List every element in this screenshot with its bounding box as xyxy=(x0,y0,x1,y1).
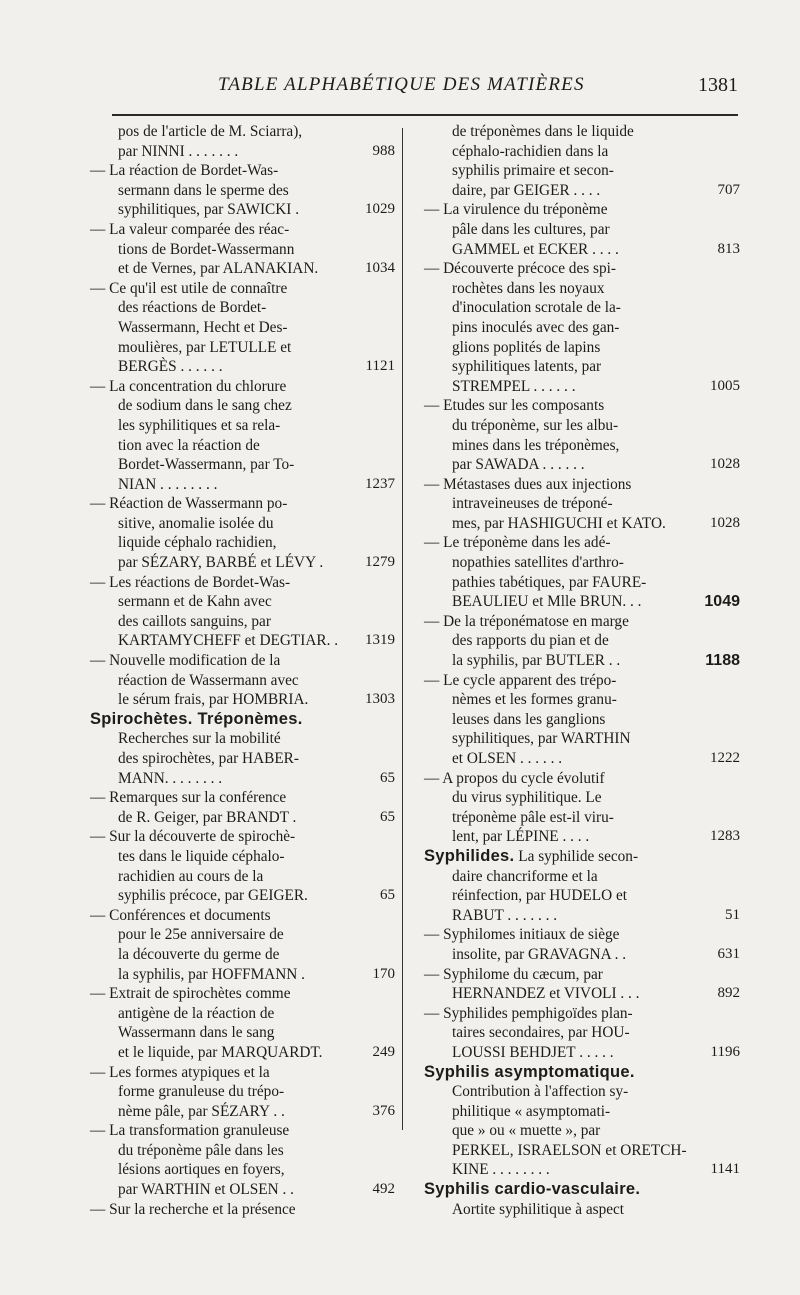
page-reference: 1303 xyxy=(365,691,395,708)
index-entry xyxy=(90,651,395,710)
index-line: réinfection, par HUDELO et xyxy=(452,887,627,905)
index-line: et OLSEN . . . . . . xyxy=(452,750,563,767)
index-line: d'inoculation scrotale de la- xyxy=(452,299,621,317)
index-line: leuses dans les ganglions xyxy=(452,710,606,728)
index-line: réaction de Wassermann avec xyxy=(118,671,299,689)
index-line: sermann dans le sperme des xyxy=(118,181,289,199)
index-entry xyxy=(90,906,395,984)
page-reference: 65 xyxy=(380,769,395,786)
index-line xyxy=(424,847,740,867)
index-line: sermann et de Kahn avec xyxy=(118,593,272,611)
index-entry xyxy=(424,671,740,769)
index-line: — Sur la découverte de spirochè- xyxy=(90,828,296,846)
heading-continuation: La syphilide secon- xyxy=(514,847,639,865)
index-line: — Les réactions de Bordet-Was- xyxy=(90,573,291,591)
index-line: — La valeur comparée des réac- xyxy=(90,220,290,238)
index-line: que » ou « muette », par xyxy=(452,1122,601,1140)
page-reference: 1283 xyxy=(710,828,740,845)
index-line: rachidien au cours de la xyxy=(118,867,264,885)
index-line: Wassermann dans le sang xyxy=(118,1024,275,1042)
index-line: LOUSSI BEHDJET . . . . . xyxy=(452,1043,614,1061)
index-entry xyxy=(424,533,740,611)
page-reference: 1279 xyxy=(365,554,395,571)
page-reference: 170 xyxy=(372,965,395,982)
index-line: — Etudes sur les composants xyxy=(424,397,605,415)
index-line: des caillots sanguins, par xyxy=(118,612,271,630)
index-line: céphalo-rachidien dans la xyxy=(452,142,609,160)
index-line: et le liquide, par MARQUARDT. xyxy=(118,1043,323,1061)
index-line: — Nouvelle modification de la xyxy=(90,652,281,670)
page-reference: 707 xyxy=(717,181,740,198)
index-line xyxy=(90,710,395,730)
page-number: 1381 xyxy=(698,74,738,96)
page-reference: 988 xyxy=(372,142,395,159)
index-entry xyxy=(424,396,740,474)
page-reference: 1222 xyxy=(710,750,740,766)
index-entry xyxy=(424,965,740,1004)
index-line: du tréponème, sur les albu- xyxy=(452,416,619,434)
running-title: TABLE ALPHABÉTIQUE DES MATIÈRES xyxy=(218,74,585,95)
index-entry xyxy=(424,1004,740,1063)
index-line: syphilitiques, par WARTHIN xyxy=(452,730,631,748)
index-line: — A propos du cycle évolutif xyxy=(424,769,605,787)
index-line: la découverte du germe de xyxy=(118,945,280,963)
index-line: le sérum frais, par HOMBRIA. xyxy=(118,691,309,709)
index-line: de sodium dans le sang chez xyxy=(118,397,292,415)
index-line: — Le cycle apparent des trépo- xyxy=(424,671,617,689)
index-line: antigène de la réaction de xyxy=(118,1004,275,1022)
index-line: mines dans les tréponèmes, xyxy=(452,436,620,454)
index-line: BEAULIEU et Mlle BRUN. . . xyxy=(452,593,642,611)
index-entry xyxy=(424,847,740,925)
page-reference: 1049 xyxy=(704,593,740,611)
index-line: nème pâle, par SÉZARY . . xyxy=(118,1102,285,1120)
index-line: — Découverte précoce des spi- xyxy=(424,260,616,278)
index-line: des réactions de Bordet- xyxy=(118,299,267,317)
index-line: insolite, par GRAVAGNA . . xyxy=(452,945,627,963)
index-line: — Le tréponème dans les adé- xyxy=(424,534,611,552)
index-line: PERKEL, ISRAELSON et ORETCH- xyxy=(452,1141,687,1159)
index-line: BERGÈS . . . . . . xyxy=(118,358,223,376)
index-line: philitique « asymptomati- xyxy=(452,1102,611,1120)
index-line: des spirochètes, par HABER- xyxy=(118,750,299,767)
index-entry xyxy=(90,1121,395,1199)
index-line: de R. Geiger, par BRANDT . xyxy=(118,808,297,826)
index-line: la syphilis, par HOFFMANN . xyxy=(118,965,305,983)
index-line: — Extrait de spirochètes comme xyxy=(90,985,291,1003)
index-line: par SAWADA . . . . . . xyxy=(452,456,585,474)
index-entry xyxy=(90,710,395,788)
index-line: forme granuleuse du trépo- xyxy=(118,1083,285,1101)
index-line: KINE . . . . . . . . xyxy=(452,1161,550,1179)
index-line: — Syphilome du cæcum, par xyxy=(424,965,603,983)
index-line: des rapports du pian et de xyxy=(452,632,609,650)
index-line: Recherches sur la mobilité xyxy=(118,730,281,748)
index-line: — Les formes atypiques et la xyxy=(90,1063,270,1081)
page-reference: 1196 xyxy=(710,1043,740,1060)
index-line: GAMMEL et ECKER . . . . xyxy=(452,240,619,258)
index-line: KARTAMYCHEFF et DEGTIAR. . xyxy=(118,632,339,650)
index-entry xyxy=(424,122,740,200)
index-line: mes, par HASHIGUCHI et KATO. xyxy=(452,514,666,532)
index-line: moulières, par LETULLE et xyxy=(118,338,292,356)
index-entry xyxy=(90,161,395,220)
index-line: liquide céphalo rachidien, xyxy=(118,534,277,552)
index-line: syphilitiques, par SAWICKI . xyxy=(118,201,300,219)
page-reference: 1028 xyxy=(710,514,740,531)
page-reference: 249 xyxy=(372,1043,395,1060)
page-reference: 1121 xyxy=(365,358,395,375)
index-line: — Conférences et documents xyxy=(90,906,271,924)
index-line: MANN. . . . . . . . xyxy=(118,769,223,787)
page-reference: 1141 xyxy=(710,1161,740,1178)
page-reference: 1029 xyxy=(365,201,395,218)
index-line: STREMPEL . . . . . . xyxy=(452,377,576,395)
index-entry xyxy=(90,1063,395,1122)
index-entry xyxy=(424,200,740,259)
index-line: tréponème pâle est-il viru- xyxy=(452,808,614,826)
page-reference: 492 xyxy=(372,1181,395,1198)
index-line: NIAN . . . . . . . . xyxy=(118,475,218,493)
index-entry xyxy=(90,573,395,651)
index-line: la syphilis, par BUTLER . . xyxy=(452,652,621,670)
section-heading: Syphilis cardio-vasculaire. xyxy=(424,1180,641,1199)
index-line: daire, par GEIGER . . . . xyxy=(452,181,601,199)
running-header xyxy=(110,74,738,102)
index-line: par SÉZARY, BARBÉ et LÉVY . xyxy=(118,554,324,572)
index-entry xyxy=(424,925,740,964)
page-reference: 1188 xyxy=(705,652,740,670)
page-reference: 813 xyxy=(717,240,740,257)
index-entry xyxy=(90,984,395,1062)
index-line: lent, par LÉPINE . . . . xyxy=(452,828,590,846)
index-line: pathies tabétiques, par FAURE- xyxy=(452,573,647,591)
index-entry xyxy=(424,259,740,396)
index-line: RABUT . . . . . . . xyxy=(452,906,558,924)
page-reference: 376 xyxy=(372,1102,395,1119)
section-heading: Syphilis asymptomatique. xyxy=(424,1062,635,1081)
index-line: et de Vernes, par ALANAKIAN. xyxy=(118,260,319,278)
index-line: pins inoculés avec des gan- xyxy=(452,318,620,336)
column-divider xyxy=(402,128,403,1130)
index-entry xyxy=(90,220,395,279)
index-line: intraveineuses de tréponé- xyxy=(452,495,613,513)
index-line: lésions aortiques en foyers, xyxy=(118,1161,285,1179)
index-entry xyxy=(90,377,395,495)
index-entry xyxy=(90,122,395,161)
index-line: — Réaction de Wassermann po- xyxy=(90,495,288,513)
index-line: — Syphilomes initiaux de siège xyxy=(424,926,620,944)
index-line: tions de Bordet-Wassermann xyxy=(118,240,295,258)
index-line: tes dans le liquide céphalo- xyxy=(118,847,285,865)
right-column xyxy=(424,122,740,1219)
index-line: de tréponèmes dans le liquide xyxy=(452,123,634,140)
page-reference: 1237 xyxy=(365,475,395,492)
index-entry xyxy=(90,279,395,377)
index-line: — La transformation granuleuse xyxy=(90,1122,290,1140)
index-line: — La virulence du tréponème xyxy=(424,201,608,219)
index-line: pour le 25e anniversaire de xyxy=(118,926,284,944)
index-line: Aortite syphilitique à aspect xyxy=(452,1200,625,1218)
index-entry xyxy=(90,494,395,572)
index-line: taires secondaires, par HOU- xyxy=(452,1024,630,1042)
left-column xyxy=(90,122,395,1219)
index-entry xyxy=(90,1200,395,1220)
index-line: — La concentration du chlorure xyxy=(90,377,287,395)
index-entry xyxy=(90,788,395,827)
section-heading: Syphilides. xyxy=(424,846,515,865)
header-rule xyxy=(112,114,738,116)
index-line: — Remarques sur la conférence xyxy=(90,789,287,807)
page-reference: 892 xyxy=(717,985,740,1002)
page-reference: 1028 xyxy=(710,456,740,473)
index-line: les syphilitiques et sa rela- xyxy=(118,416,281,434)
index-line: — Syphilides pemphigoïdes plan- xyxy=(424,1004,633,1022)
page-reference: 1005 xyxy=(710,377,740,394)
index-line: — De la tréponématose en marge xyxy=(424,612,629,630)
page-reference: 65 xyxy=(380,808,395,825)
index-line: du virus syphilitique. Le xyxy=(452,789,602,807)
index-line: — La réaction de Bordet-Was- xyxy=(90,162,279,180)
index-entry xyxy=(424,1180,740,1219)
index-line: tion avec la réaction de xyxy=(118,436,260,454)
index-line xyxy=(424,1180,740,1200)
index-line: nèmes et les formes granu- xyxy=(452,691,617,709)
page-reference: 1319 xyxy=(365,632,395,649)
index-line: du tréponème pâle dans les xyxy=(118,1141,284,1159)
index-entry xyxy=(424,612,740,671)
page-reference: 51 xyxy=(725,906,740,923)
index-line: par WARTHIN et OLSEN . . xyxy=(118,1181,294,1199)
index-line xyxy=(424,1063,740,1083)
index-line: par NINNI . . . . . . . xyxy=(118,142,239,160)
index-line: pâle dans les cultures, par xyxy=(452,220,610,238)
index-entry xyxy=(424,1063,740,1181)
index-line: — Métastases dues aux injections xyxy=(424,475,632,493)
index-line: syphilis primaire et secon- xyxy=(452,162,614,180)
index-line: — Ce qu'il est utile de connaître xyxy=(90,279,288,297)
page-reference: 631 xyxy=(717,945,740,962)
index-line: glions poplités de lapins xyxy=(452,338,601,356)
index-line: — Sur la recherche et la présence xyxy=(90,1200,296,1218)
section-heading: Spirochètes. Tréponèmes. xyxy=(90,709,303,728)
index-line: nopathies satellites d'arthro- xyxy=(452,554,624,572)
index-line: rochètes dans les noyaux xyxy=(452,279,605,297)
index-line: syphilitiques latents, par xyxy=(452,358,602,376)
index-line: syphilis précoce, par GEIGER. xyxy=(118,887,308,905)
index-line: daire chancriforme et la xyxy=(452,867,598,885)
page-reference: 1034 xyxy=(365,260,395,277)
index-entry xyxy=(424,769,740,847)
index-entry xyxy=(424,475,740,534)
index-line: Contribution à l'affection sy- xyxy=(452,1083,629,1101)
index-line: Bordet-Wassermann, par To- xyxy=(118,456,295,474)
index-line: pos de l'article de M. Sciarra), xyxy=(118,123,303,140)
index-entry xyxy=(90,827,395,905)
index-line: HERNANDEZ et VIVOLI . . . xyxy=(452,985,640,1003)
page-reference: 65 xyxy=(380,887,395,904)
index-line: sitive, anomalie isolée du xyxy=(118,514,274,532)
index-line: Wassermann, Hecht et Des- xyxy=(118,318,288,336)
